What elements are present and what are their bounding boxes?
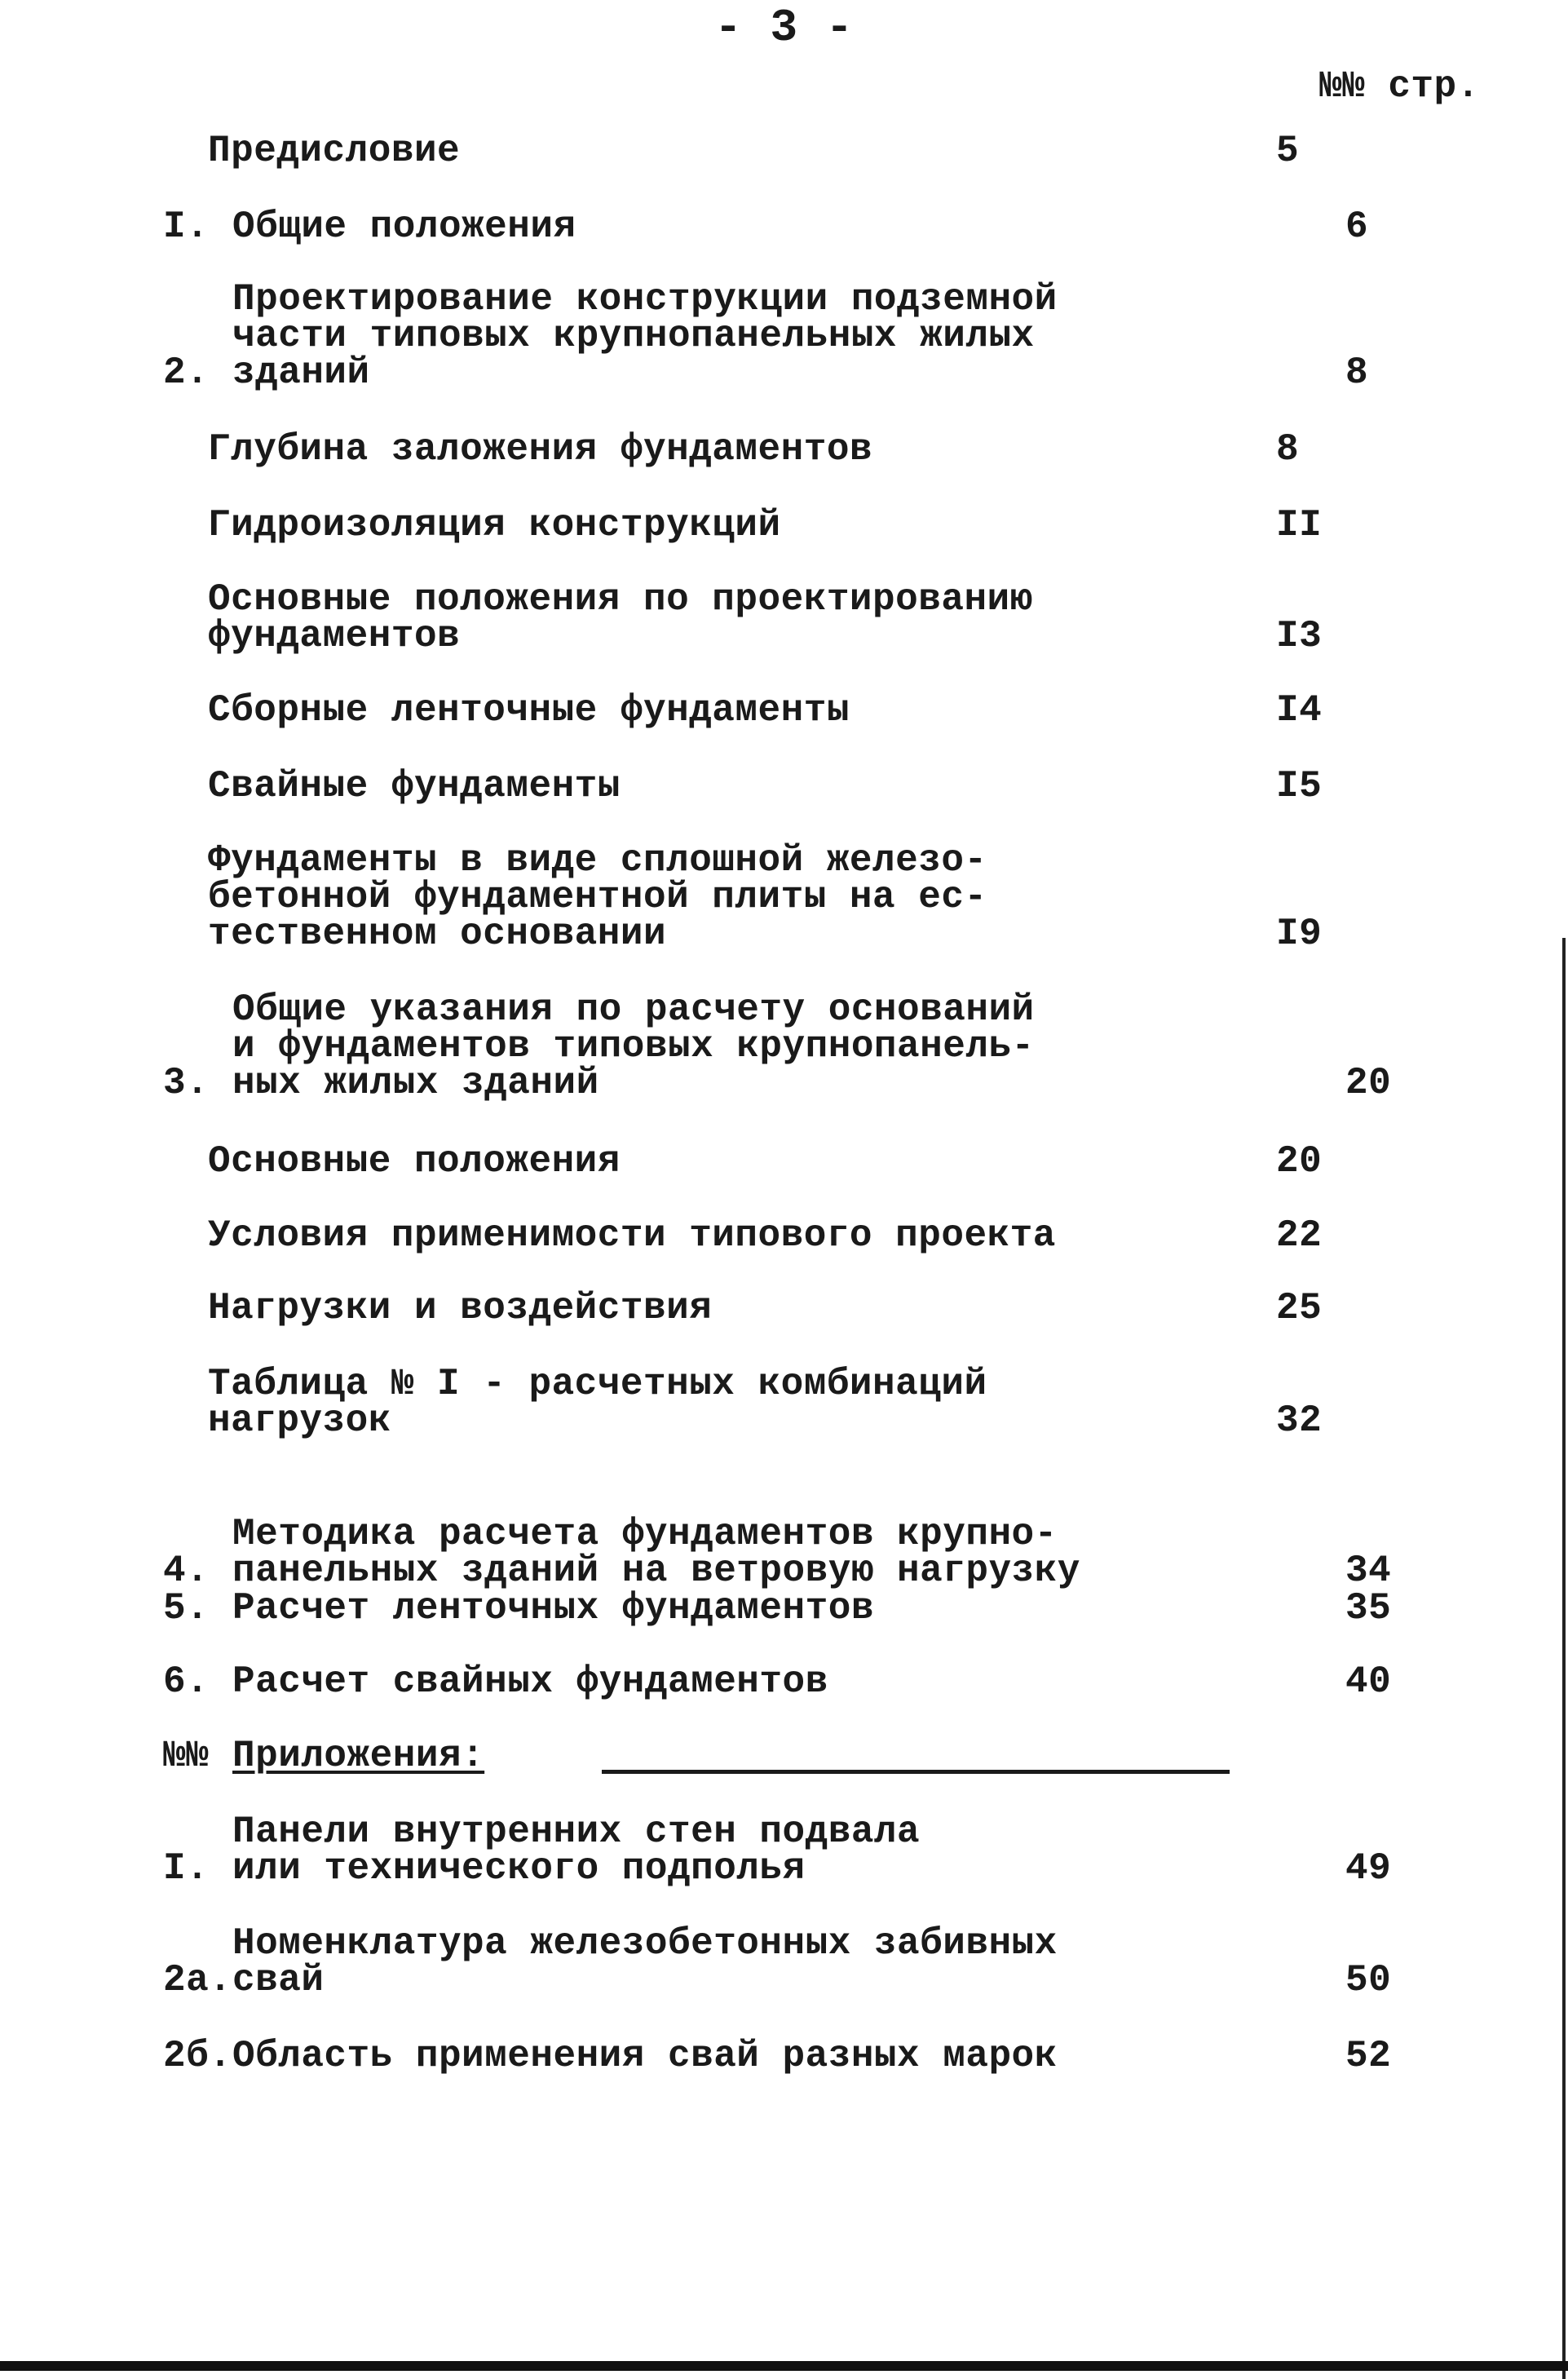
entry-number: 3. bbox=[163, 1062, 210, 1104]
toc-entry bbox=[163, 988, 1435, 1104]
entry-title-line: и фундаментов типовых крупнопанель- bbox=[232, 1025, 1035, 1068]
toc-entry bbox=[163, 1140, 1435, 1183]
entry-page-number: I5 bbox=[1276, 765, 1323, 807]
toc-entry bbox=[163, 765, 1435, 807]
toc-entry bbox=[163, 504, 1435, 546]
toc-entry bbox=[163, 2035, 1435, 2077]
entry-title bbox=[232, 206, 1345, 248]
entry-title-line: Свайные фундаменты bbox=[208, 765, 621, 807]
page-number: - 3 - bbox=[714, 2, 854, 54]
toc-entry bbox=[163, 1363, 1435, 1442]
toc-entry bbox=[163, 689, 1435, 732]
entry-title bbox=[232, 1922, 1345, 2001]
entry-title-line: Фундаменты в виде сплошной железо- bbox=[208, 839, 987, 882]
entry-title-line: Расчет свайных фундаментов bbox=[232, 1660, 828, 1703]
entry-title-line: Условия применимости типового проекта bbox=[208, 1214, 1056, 1257]
appendix-rule-line bbox=[602, 1770, 1230, 1774]
entry-title-line: Нагрузки и воздействия bbox=[208, 1287, 713, 1329]
entry-title-line: бетонной фундаментной плиты на ес- bbox=[208, 876, 987, 918]
entry-title bbox=[163, 130, 1276, 172]
entry-page-number: 35 bbox=[1345, 1587, 1392, 1629]
entry-title-line: части типовых крупнопанельных жилых bbox=[232, 315, 1035, 357]
entry-title-line: нагрузок bbox=[208, 1400, 391, 1442]
entry-title-line: Глубина заложения фундаментов bbox=[208, 428, 873, 471]
page-column-header: №№ стр. bbox=[1319, 65, 1480, 108]
entry-title bbox=[232, 988, 1345, 1104]
page-bottom-edge bbox=[0, 2361, 1568, 2371]
entry-number: 2а. bbox=[163, 1959, 232, 2001]
entry-title-line: Методика расчета фундаментов крупно- bbox=[232, 1513, 1058, 1555]
entry-page-number: 49 bbox=[1345, 1847, 1392, 1890]
toc-entry bbox=[163, 1214, 1435, 1257]
entry-page-number: I3 bbox=[1276, 615, 1323, 657]
entry-title-line: Предисловие bbox=[208, 130, 461, 172]
entry-title-line: зданий bbox=[232, 352, 370, 394]
entry-page-number: 20 bbox=[1345, 1062, 1392, 1104]
entry-title bbox=[163, 1363, 1276, 1442]
entry-page-number: I9 bbox=[1276, 913, 1323, 955]
toc-entry bbox=[163, 130, 1435, 172]
entry-title-line: или технического подполья bbox=[232, 1847, 806, 1890]
toc-entry bbox=[163, 578, 1435, 657]
toc-entry bbox=[163, 1660, 1435, 1703]
entry-title bbox=[232, 1513, 1345, 1592]
entry-title-line: Основные положения по проектированию bbox=[208, 578, 1033, 621]
entry-title bbox=[163, 428, 1276, 471]
toc-entry bbox=[163, 278, 1435, 394]
toc-entry bbox=[163, 1513, 1435, 1592]
entry-page-number: 22 bbox=[1276, 1214, 1323, 1257]
entry-title bbox=[163, 765, 1276, 807]
entry-title-line: Номенклатура железобетонных забивных bbox=[232, 1922, 1058, 1965]
entry-title bbox=[232, 278, 1345, 394]
toc-entry bbox=[163, 428, 1435, 471]
toc-entry bbox=[163, 206, 1435, 248]
toc-entry bbox=[163, 1287, 1435, 1329]
entry-title bbox=[163, 1140, 1276, 1183]
entry-page-number: 40 bbox=[1345, 1660, 1392, 1703]
entry-title bbox=[163, 1214, 1276, 1257]
entry-title bbox=[163, 1287, 1276, 1329]
entry-number: 4. bbox=[163, 1550, 210, 1592]
entry-title bbox=[232, 1811, 1345, 1890]
entry-page-number: 5 bbox=[1276, 130, 1300, 172]
entry-title bbox=[163, 578, 1276, 657]
entry-page-number: 32 bbox=[1276, 1400, 1323, 1442]
entry-page-number: 52 bbox=[1345, 2035, 1392, 2077]
entry-number: 5. bbox=[163, 1587, 210, 1629]
toc-entry bbox=[163, 1811, 1435, 1890]
entry-number: I. bbox=[163, 206, 210, 248]
entry-title bbox=[163, 839, 1276, 955]
entry-title-line: свай bbox=[232, 1959, 325, 2001]
entry-page-number: I4 bbox=[1276, 689, 1323, 732]
entry-title bbox=[163, 689, 1276, 732]
entry-title-line: Панели внутренних стен подвала bbox=[232, 1811, 921, 1853]
entry-page-number: 34 bbox=[1345, 1550, 1392, 1592]
entry-number: 2б. bbox=[163, 2035, 232, 2077]
toc-entry bbox=[163, 839, 1435, 955]
appendix-prefix: №№ bbox=[163, 1735, 210, 1777]
entry-number: I. bbox=[163, 1847, 210, 1890]
entry-title-line: Проектирование конструкции подземной bbox=[232, 278, 1058, 321]
entry-page-number: 25 bbox=[1276, 1287, 1323, 1329]
entry-title-line: ных жилых зданий bbox=[232, 1062, 599, 1104]
entry-page-number: 6 bbox=[1345, 206, 1369, 248]
entry-title-line: тественном основании bbox=[208, 913, 667, 955]
entry-title-line: Общие указания по расчету оснований bbox=[232, 988, 1035, 1031]
entry-title bbox=[163, 504, 1276, 546]
appendix-heading: Приложения: bbox=[232, 1735, 485, 1777]
entry-title bbox=[232, 2035, 1345, 2077]
page-edge-line bbox=[1562, 938, 1566, 2379]
entry-title-line: Область применения свай разных марок bbox=[232, 2035, 1058, 2077]
entry-title-line: панельных зданий на ветровую нагрузку bbox=[232, 1550, 1080, 1592]
toc-entry bbox=[163, 1587, 1435, 1629]
entry-title-line: Расчет ленточных фундаментов bbox=[232, 1587, 874, 1629]
entry-page-number: 20 bbox=[1276, 1140, 1323, 1183]
entry-title bbox=[232, 1587, 1345, 1629]
entry-title-line: Сборные ленточные фундаменты bbox=[208, 689, 850, 732]
entry-title-line: Таблица № I - расчетных комбинаций bbox=[208, 1363, 987, 1405]
entry-page-number: II bbox=[1276, 504, 1323, 546]
entry-page-number: 8 bbox=[1345, 352, 1369, 394]
entry-page-number: 8 bbox=[1276, 428, 1300, 471]
entry-title-line: Общие положения bbox=[232, 206, 576, 248]
entry-title bbox=[232, 1660, 1345, 1703]
entry-page-number: 50 bbox=[1345, 1959, 1392, 2001]
toc-entry bbox=[163, 1922, 1435, 2001]
entry-number: 6. bbox=[163, 1660, 210, 1703]
entry-number: 2. bbox=[163, 352, 210, 394]
entry-title-line: фундаментов bbox=[208, 615, 461, 657]
entry-title-line: Основные положения bbox=[208, 1140, 621, 1183]
entry-title-line: Гидроизоляция конструкций bbox=[208, 504, 781, 546]
